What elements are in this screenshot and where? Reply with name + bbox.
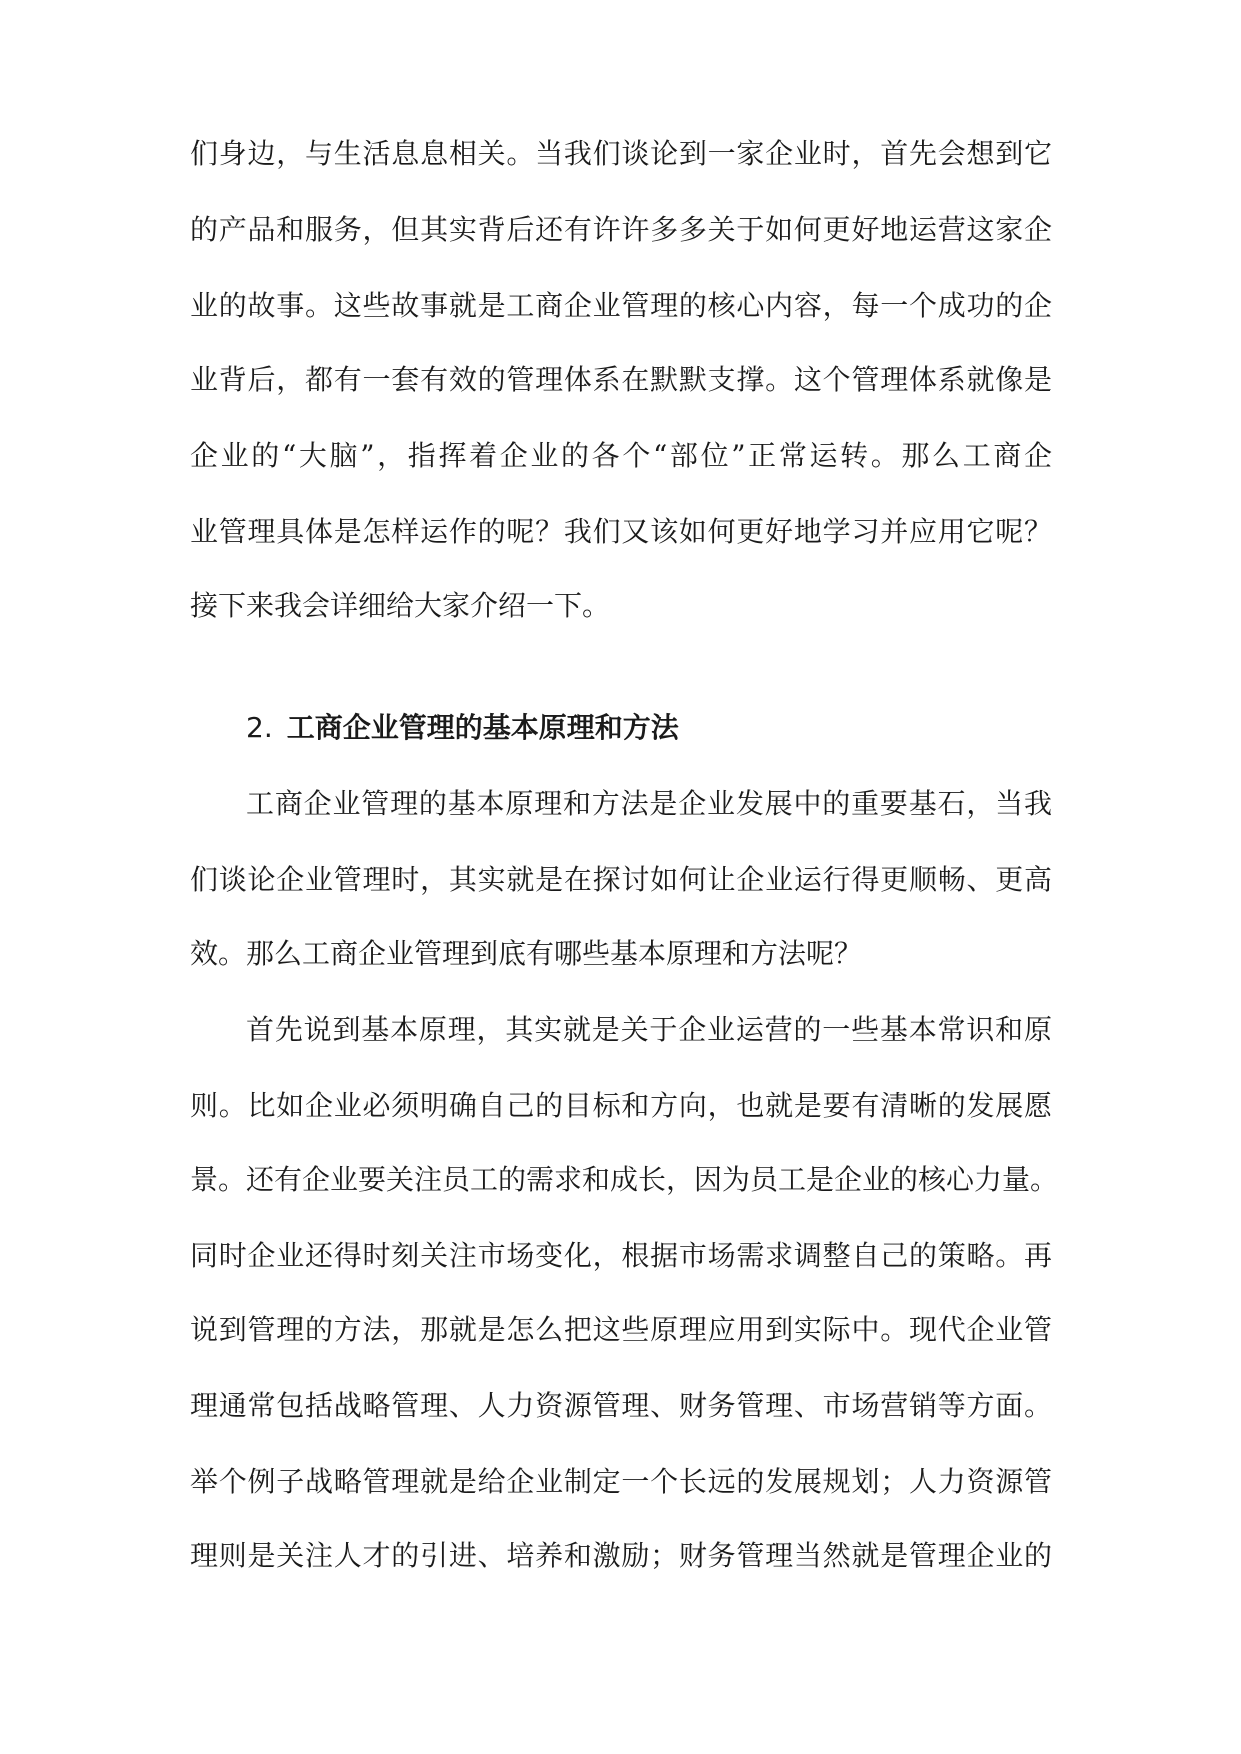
section-heading	[246, 710, 679, 746]
text-line: 企业的“大脑”，指挥着企业的各个“部位”正常运转。那么工商企	[190, 439, 1052, 472]
text-line: 业背后，都有一套有效的管理体系在默默支撑。这个管理体系就像是	[190, 363, 1052, 396]
text-line: 景。还有企业要关注员工的需求和成长，因为员工是企业的核心力量。	[190, 1163, 1059, 1196]
text-line: 接下来我会详细给大家介绍一下。	[190, 589, 611, 622]
text-line: 效。那么工商企业管理到底有哪些基本原理和方法呢？	[190, 937, 863, 970]
text-line: 们身边，与生活息息相关。当我们谈论到一家企业时，首先会想到它	[190, 137, 1052, 170]
text-line: 说到管理的方法，那就是怎么把这些原理应用到实际中。现代企业管	[190, 1313, 1052, 1346]
text-line: 理通常包括战略管理、人力资源管理、财务管理、市场营销等方面。	[190, 1389, 1052, 1422]
text-line: 工商企业管理的基本原理和方法是企业发展中的重要基石，当我	[246, 787, 1052, 820]
text-line: 的产品和服务，但其实背后还有许许多多关于如何更好地运营这家企	[190, 213, 1052, 246]
section-number: 2.	[246, 711, 273, 744]
text-line: 首先说到基本原理，其实就是关于企业运营的一些基本常识和原	[246, 1013, 1052, 1046]
section-title: 工商企业管理的基本原理和方法	[286, 711, 679, 744]
text-line: 则。比如企业必须明确自己的目标和方向，也就是要有清晰的发展愿	[190, 1089, 1052, 1122]
text-line: 举个例子战略管理就是给企业制定一个长远的发展规划；人力资源管	[190, 1465, 1052, 1498]
text-line: 业的故事。这些故事就是工商企业管理的核心内容，每一个成功的企	[190, 289, 1052, 322]
text-line: 同时企业还得时刻关注市场变化，根据市场需求调整自己的策略。再	[190, 1239, 1052, 1272]
text-line: 业管理具体是怎样运作的呢？我们又该如何更好地学习并应用它呢？	[190, 515, 1052, 548]
text-line: 理则是关注人才的引进、培养和激励；财务管理当然就是管理企业的	[190, 1539, 1052, 1572]
text-line: 们谈论企业管理时，其实就是在探讨如何让企业运行得更顺畅、更高	[190, 863, 1052, 896]
